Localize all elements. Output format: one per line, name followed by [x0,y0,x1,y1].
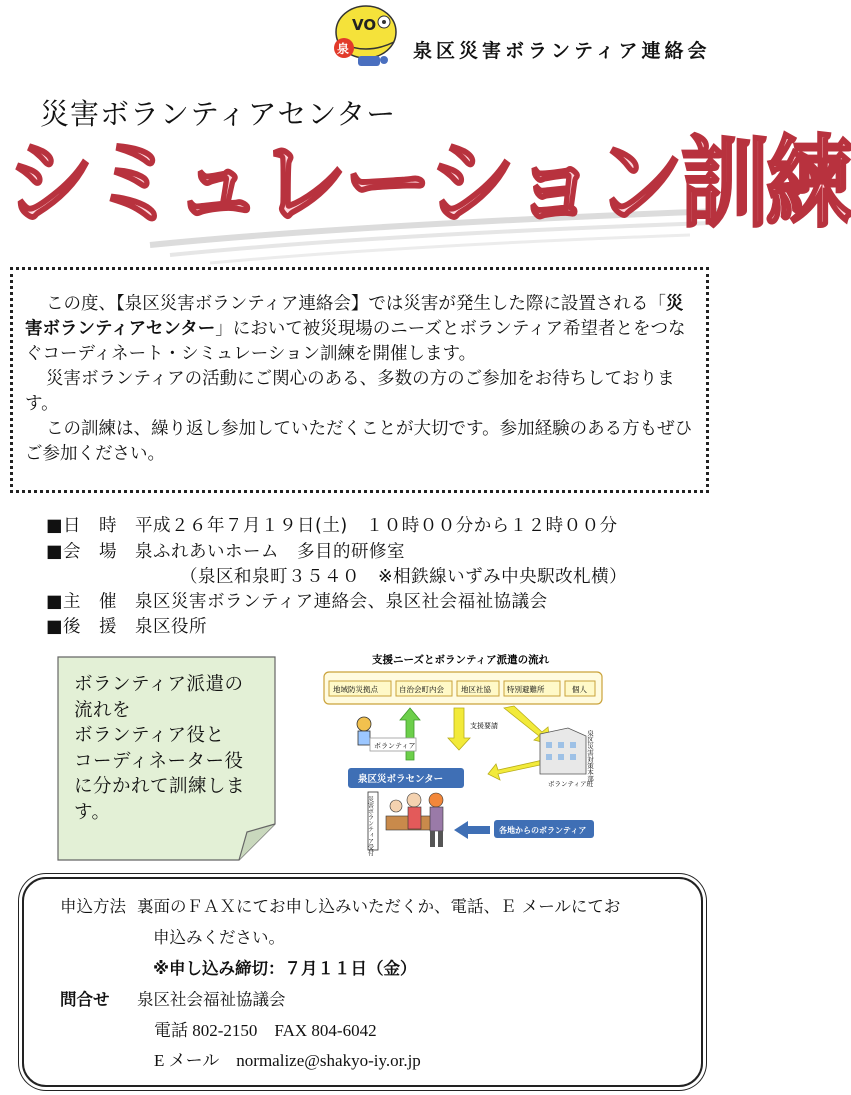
apply-method-text: 裏面のＦＡＸにてお申し込みいただくか、電話、Ｅ メールにてお [137,897,621,916]
intro-text: この度、【泉区災害ボランティア連絡会】では災害が発生した際に設置される「 [46,294,666,314]
intro-paragraph-2: 災害ボランティアの活動にご関心のある、多数の方のご参加をお待ちしております。 [25,369,675,414]
org-name: 泉区災害ボランティア連絡会 [413,40,711,62]
building-icon [540,728,586,774]
volunteer-label: ボランティア [374,742,416,750]
intro-box [10,267,709,493]
email-address[interactable]: E メール normalize@shakyo-iy.or.jp [154,1051,421,1070]
volunteer-figure-icon [357,717,371,731]
apply-method-label: 申込方法 [60,897,126,916]
note-line: ボランティア派遣の [74,674,244,695]
event-venue-address: （泉区和泉町３５４０ ※相鉄線いずみ中央駅改札横） [180,567,628,587]
source-label: 個人 [572,685,587,694]
incoming-arrow [454,821,490,839]
inquiry-org: 泉区社会福祉協議会 [137,990,286,1009]
inquiry-label: 問合せ [60,990,110,1009]
source-label: 自治会町内会 [399,685,444,694]
event-organizer: ■主 催 泉区災害ボランティア連絡会、泉区社会福祉協議会 [46,592,548,612]
note-line: す。 [74,801,111,823]
source-label: 特別避難所 [507,685,545,694]
page-title: シミュレーション訓練 [6,125,851,241]
source-label: 地区社協 [461,685,491,694]
page-subtitle: 災害ボランティアセンター [40,97,397,131]
person-icon [407,793,421,807]
intro-paragraph-1 [25,292,696,367]
dispatch-arrow [400,708,420,760]
sign-label: 災害ボランティア受付 [366,796,374,856]
intro-paragraph-3: この訓練は、繰り返し参加していただくことが大切です。参加経験のある方もぜひご参加ください。 [25,419,693,464]
flow-diagram [318,650,608,855]
diagram-title: 支援ニーズとボランティア派遣の流れ [372,654,550,666]
event-venue: ■会 場 泉ふれあいホーム 多目的研修室 [46,542,406,562]
note-line: 流れを [74,699,132,721]
person-icon [390,800,402,812]
note-line: コーディネーター役 [74,750,244,772]
hq-label: 泉区災害対策本部 [586,730,594,782]
source-label: 地域防災拠点 [333,685,378,694]
event-support: ■後 援 泉区役所 [46,617,208,637]
helmet-person-icon [429,793,443,807]
application-deadline: ※申し込み締切：７月１１日（金） [153,959,417,978]
mascot-logo [328,4,404,70]
incoming-label: 各地からのボランティア [499,826,587,835]
request-arrow [448,708,470,750]
note-line: ボランティア役と [74,725,225,746]
apply-method-text-2: 申込みください。 [153,928,285,947]
intro-text: 」において被災現場のニーズとボランティア希望者とをつなぐコーディネート・シミュレーション訓練を開催します。 [25,319,686,364]
note-text [74,672,266,825]
event-date: ■日 時 平成２６年７月１９日(土) １０時００分から１２時００分 [46,516,618,536]
intro-emphasis: 災害ボランティアセンター [25,294,684,339]
request-label: 支援要請 [470,722,498,730]
logo-badge: 泉 [337,42,350,56]
logo-text: VO [352,16,377,34]
phone-fax: 電話 802-2150 FAX 804-6042 [154,1021,377,1040]
team-label: ボランティア班 [548,780,593,788]
center-label: 泉区災ボラセンター [358,774,444,785]
note-line: に分かれて訓練しま [74,776,246,797]
